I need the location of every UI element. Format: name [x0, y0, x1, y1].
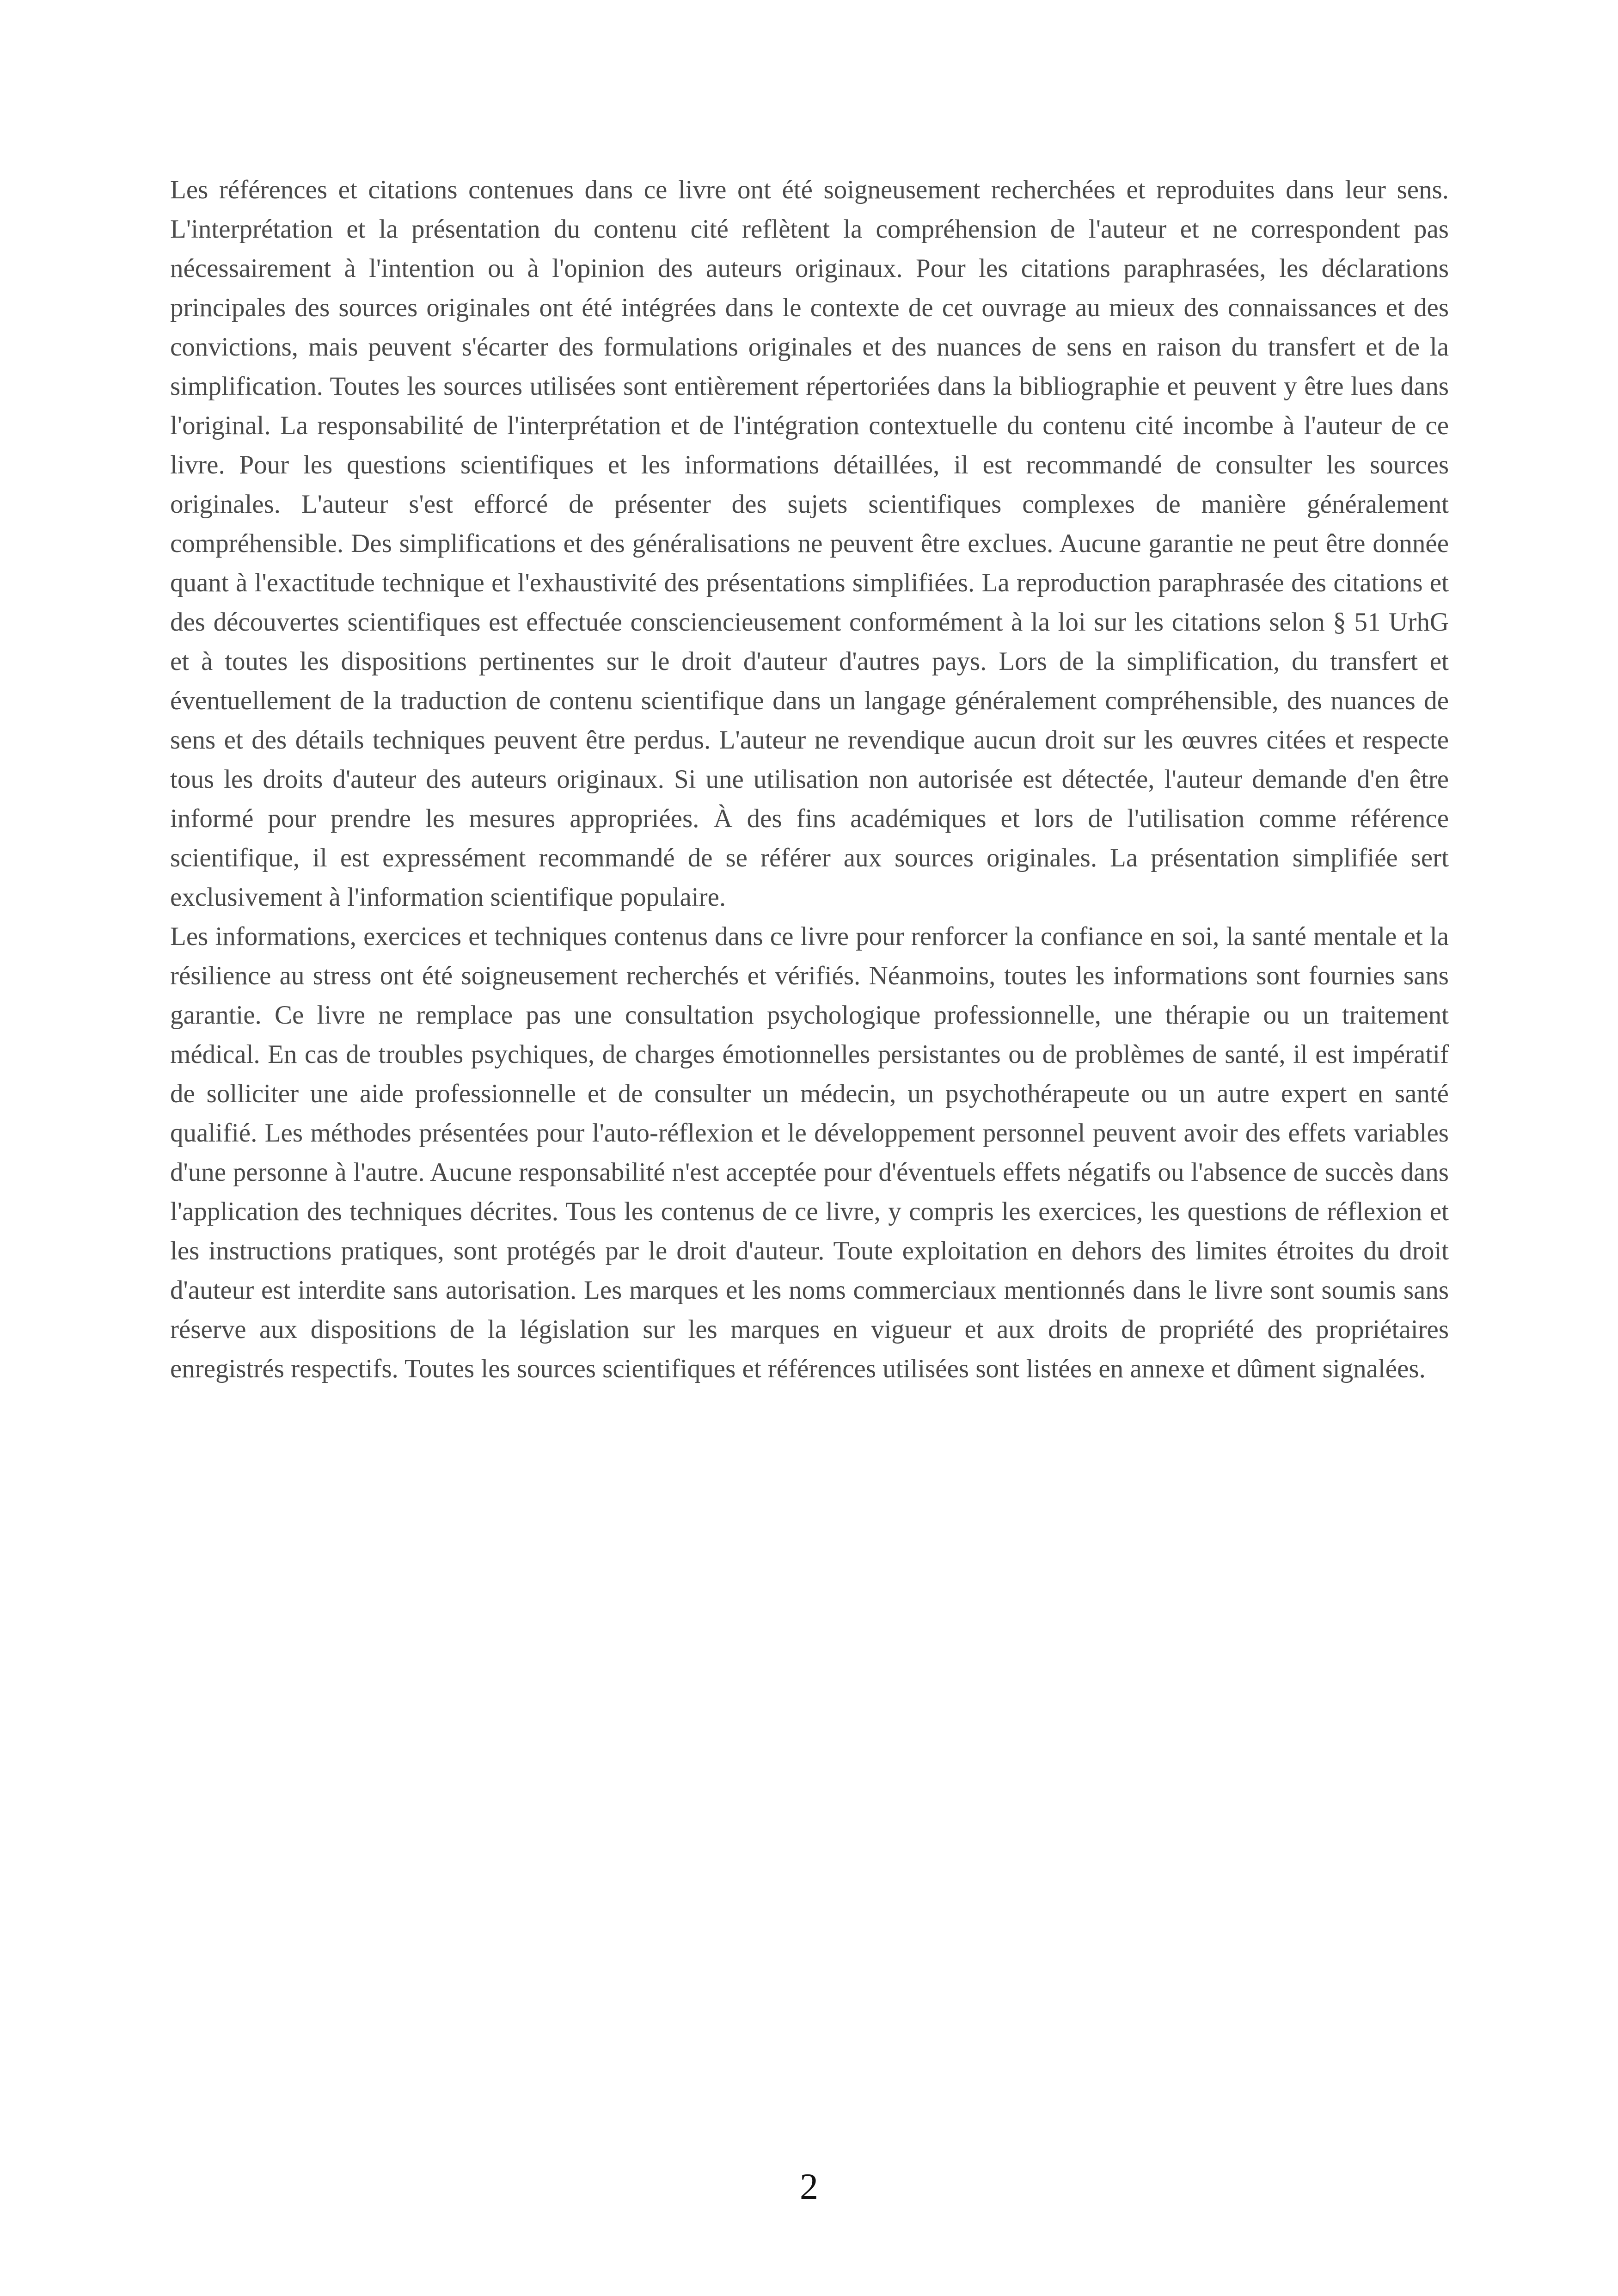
- disclaimer-text: [170, 170, 1449, 1388]
- health-disclaimer-paragraph: Les informations, exercices et techniques contenus dans ce livre pour renforcer la confiance en soi, la santé mentale et la résilience au stress ont été soigneusement recherchés et vérifiés. Néanmoins, toutes les informations sont fournies sans garantie. Ce livre ne remplace pas une consultation psychologique professionnelle, une thérapie ou un traitement médical. En cas de troubles psychiques, de charges émotionnelles persistantes ou de problèmes de santé, il est impératif de solliciter une aide professionnelle et de consulter un médecin, un psychothérapeute ou un autre expert en santé qualifié. Les méthodes présentées pour l'auto-réflexion et le développement personnel peuvent avoir des effets variables d'une personne à l'autre. Aucune responsabilité n'est acceptée pour d'éventuels effets négatifs ou l'absence de succès dans l'application des techniques décrites. Tous les contenus de ce livre, y compris les exercices, les questions de réflexion et les instructions pratiques, sont protégés par le droit d'auteur. Toute exploitation en dehors des limites étroites du droit d'auteur est interdite sans autorisation. Les marques et les noms commerciaux mentionnés dans le livre sont soumis sans réserve aux dispositions de la législation sur les marques en vigueur et aux droits de propriété des propriétaires enregistrés respectifs. Toutes les sources scientifiques et références utilisées sont listées en annexe et dûment signalées.: [170, 922, 1449, 1383]
- page-number: 2: [800, 2167, 818, 2207]
- references-disclaimer-paragraph: Les références et citations contenues dans ce livre ont été soigneusement recherchées et reproduites dans leur sens. L'interprétation et la présentation du contenu cité reflètent la compréhension de l'auteur et ne correspondent pas nécessairement à l'intention ou à l'opinion des auteurs originaux. Pour les citations paraphrasées, les déclarations principales des sources originales ont été intégrées dans le contexte de cet ouvrage au mieux des connaissances et des convictions, mais peuvent s'écarter des formulations originales et des nuances de sens en raison du transfert et de la simplification. Toutes les sources utilisées sont entièrement répertoriées dans la bibliographie et peuvent y être lues dans l'original. La responsabilité de l'interprétation et de l'intégration contextuelle du contenu cité incombe à l'auteur de ce livre. Pour les questions scientifiques et les informations détaillées, il est recommandé de consulter les sources originales. L'auteur s'est efforcé de présenter des sujets scientifiques complexes de manière généralement compréhensible. Des simplifications et des généralisations ne peuvent être exclues. Aucune garantie ne peut être donnée quant à l'exactitude technique et l'exhaustivité des présentations simplifiées. La reproduction paraphrasée des citations et des découvertes scientifiques est effectuée consciencieusement conformément à la loi sur les citations selon § 51 UrhG et à toutes les dispositions pertinentes sur le droit d'auteur d'autres pays. Lors de la simplification, du transfert et éventuellement de la traduction de contenu scientifique dans un langage généralement compréhensible, des nuances de sens et des détails techniques peuvent être perdus. L'auteur ne revendique aucun droit sur les œuvres citées et respecte tous les droits d'auteur des auteurs originaux. Si une utilisation non autorisée est détectée, l'auteur demande d'en être informé pour prendre les mesures appropriées. À des fins académiques et lors de l'utilisation comme référence scientifique, il est expressément recommandé de se référer aux sources originales. La présentation simplifiée sert exclusivement à l'information scientifique populaire.: [170, 175, 1449, 912]
